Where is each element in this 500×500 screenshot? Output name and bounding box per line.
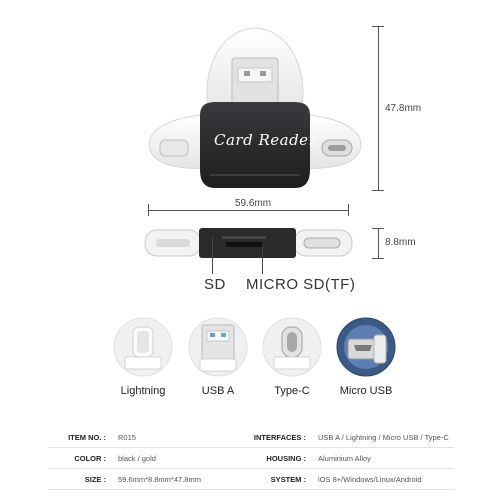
- thickness-dimension-tick-top: [372, 228, 384, 229]
- spec-row: [48, 427, 454, 448]
- spec-key: COLOR :: [48, 448, 112, 469]
- width-dimension-line: [148, 210, 348, 211]
- spec-table: [48, 427, 454, 490]
- connector-label-usb-a: USB A: [201, 385, 235, 397]
- spec-row: [48, 448, 454, 469]
- spec-key: INTERFACES :: [218, 427, 312, 448]
- height-dimension-label: 47.8mm: [385, 103, 422, 114]
- width-dimension-tick-left: [148, 204, 149, 216]
- sd-pointer-line: [212, 236, 213, 274]
- spec-value: R015: [112, 427, 218, 448]
- width-dimension-tick-right: [348, 204, 349, 216]
- thickness-dimension-line: [378, 228, 379, 258]
- micro-sd-pointer-line: [262, 246, 263, 274]
- spec-value: 59.6mm*8.8mm*47.8mm: [112, 469, 218, 490]
- type-c-connector-icon: [262, 317, 322, 377]
- spec-key: SIZE :: [48, 469, 112, 490]
- height-dimension-tick-top: [372, 26, 384, 27]
- usb-a-connector-icon: [188, 317, 248, 377]
- spec-value: black / gold: [112, 448, 218, 469]
- logo-text: Card Reader: [214, 131, 317, 149]
- spec-key: SYSTEM :: [218, 469, 312, 490]
- lightning-connector-icon: [113, 317, 173, 377]
- width-dimension-label: 59.6mm: [232, 198, 274, 209]
- card-reader-front-image: [140, 20, 370, 195]
- micro-usb-connector-icon: [336, 317, 396, 377]
- sd-slot-label: SD: [204, 276, 226, 293]
- spec-value: USB A / Lightning / Micro USB / Type-C: [312, 427, 454, 448]
- height-dimension-line: [378, 26, 379, 190]
- spec-key: HOUSING :: [218, 448, 312, 469]
- spec-value: Aluminium Alloy: [312, 448, 454, 469]
- height-dimension-tick-bottom: [372, 190, 384, 191]
- connector-label-micro-usb: Micro USB: [339, 385, 393, 397]
- micro-sd-slot-label: MICRO SD(TF): [246, 276, 356, 293]
- spec-row: [48, 469, 454, 490]
- spec-value: iOS 8+/Windows/Linux/Android: [312, 469, 454, 490]
- card-reader-side-image: [144, 226, 354, 262]
- thickness-dimension-label: 8.8mm: [385, 237, 416, 248]
- spec-key: ITEM NO. :: [48, 427, 112, 448]
- connector-label-lightning: Lightning: [120, 385, 166, 397]
- connector-label-type-c: Type-C: [274, 385, 310, 397]
- thickness-dimension-tick-bottom: [372, 258, 384, 259]
- card-reader-logo: [214, 128, 316, 151]
